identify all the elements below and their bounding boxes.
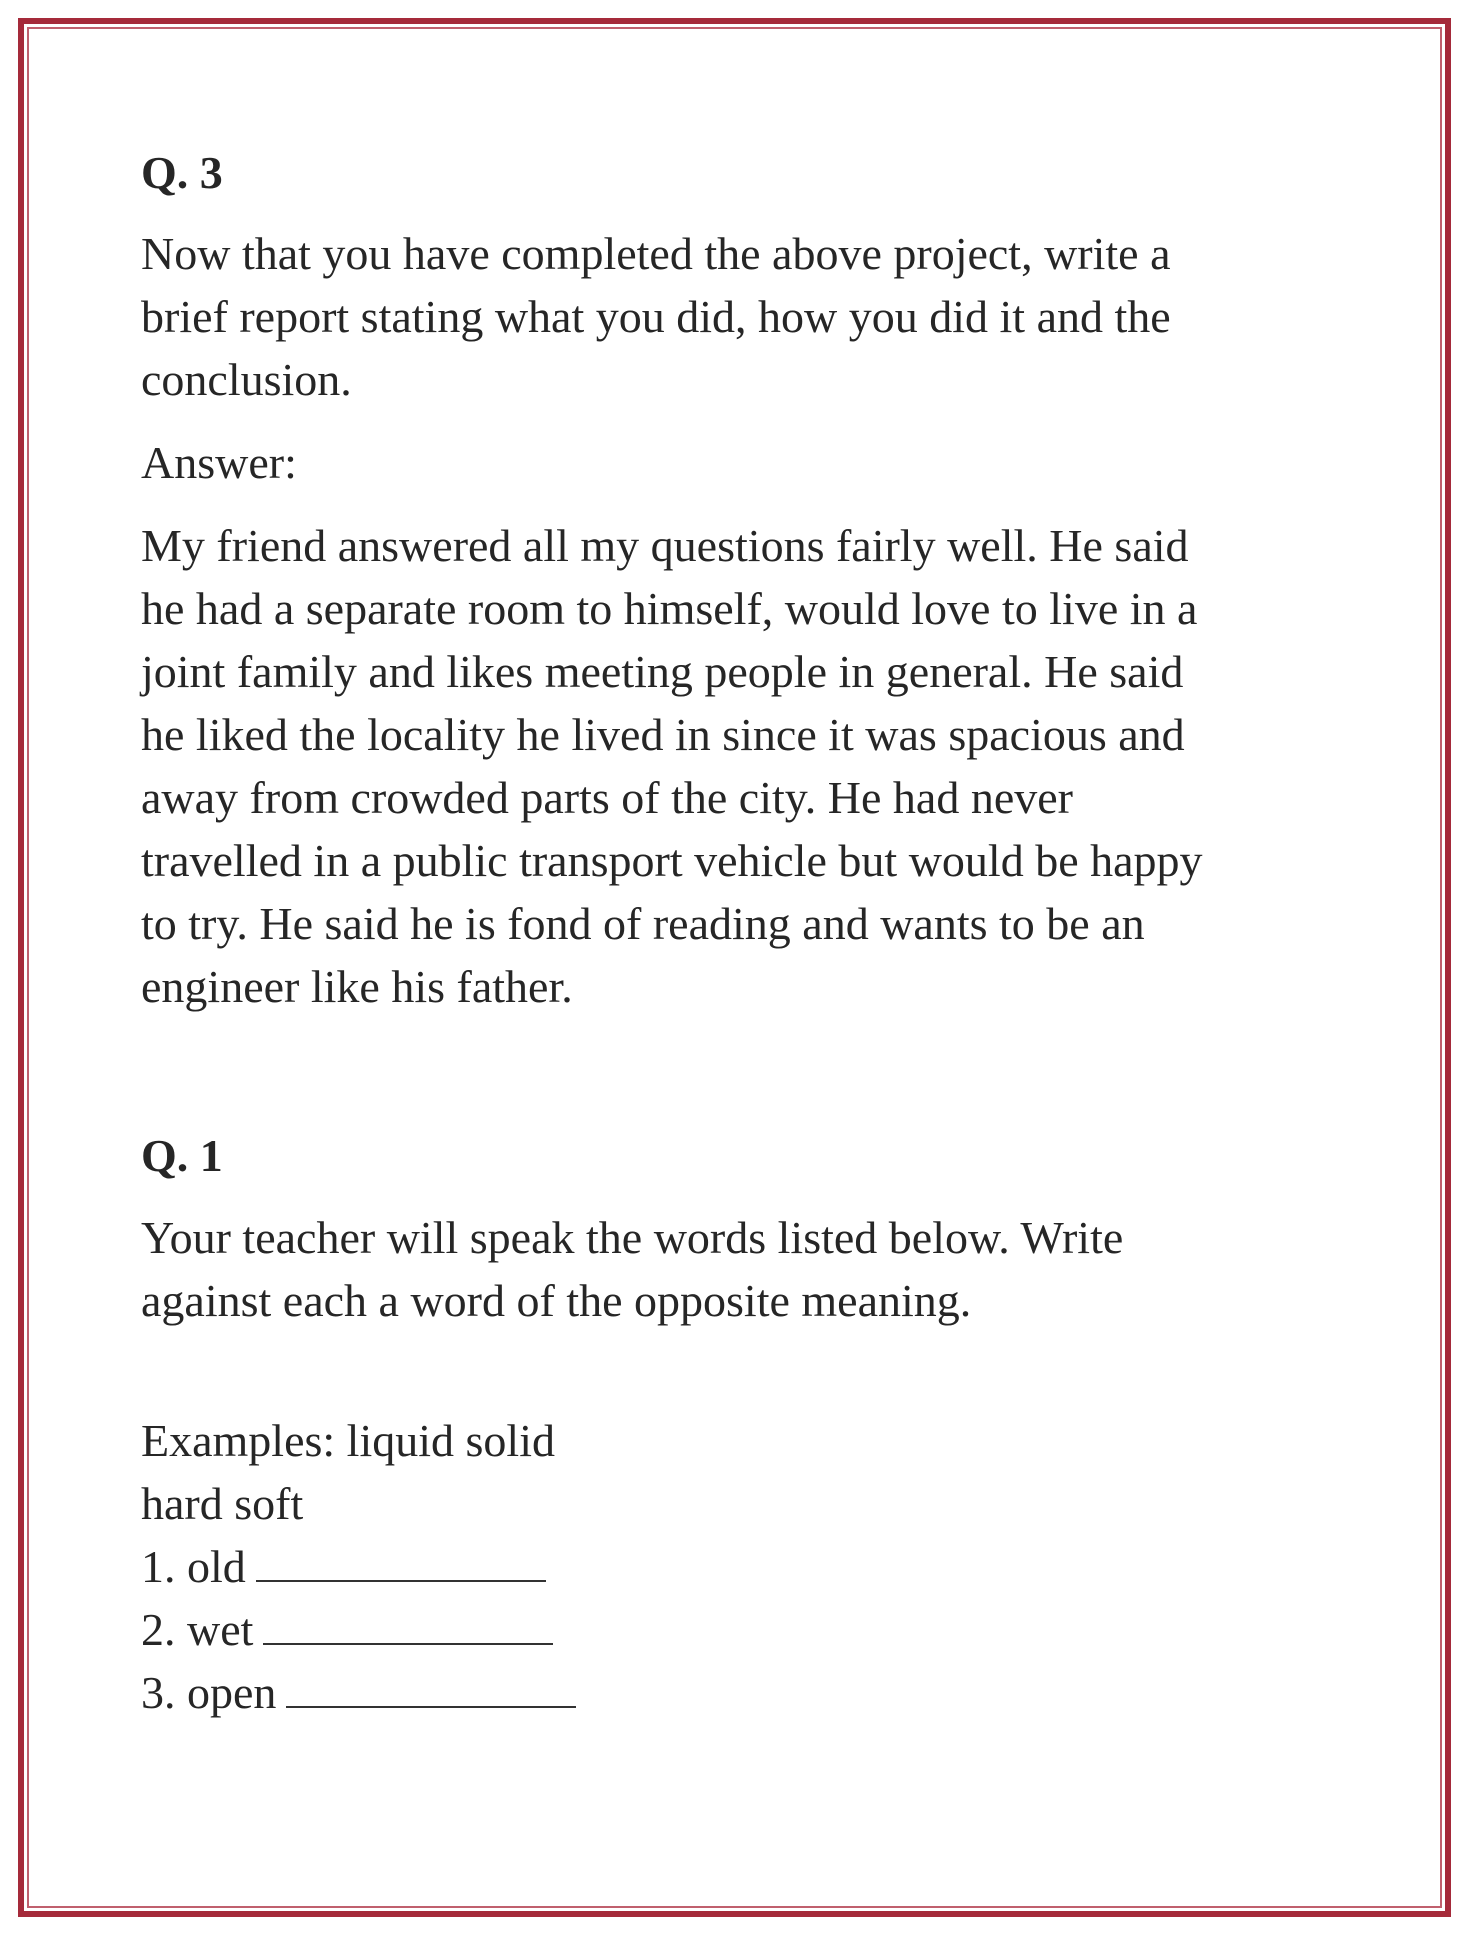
answer-blank[interactable] bbox=[256, 1540, 546, 1582]
q1-question-line: against each a word of the opposite meaning. bbox=[141, 1275, 972, 1326]
answer-blank[interactable] bbox=[286, 1666, 576, 1708]
q1-heading: Q. 1 bbox=[141, 1130, 223, 1181]
answer-line: My friend answered all my questions fairly well. He said bbox=[141, 520, 1189, 571]
answer-line: to try. He said he is fond of reading and wants to be an bbox=[141, 898, 1145, 949]
q3-question bbox=[141, 222, 1171, 411]
q3-question-line: Now that you have completed the above project, write a bbox=[141, 228, 1171, 279]
exercise-item-1 bbox=[141, 1535, 576, 1598]
item-word: 1. old bbox=[141, 1541, 246, 1592]
answer-line: he had a separate room to himself, would love to live in a bbox=[141, 583, 1198, 634]
exercise-item-3 bbox=[141, 1661, 576, 1724]
q3-question-line: brief report stating what you did, how you did it and the bbox=[141, 291, 1171, 342]
item-word: 3. open bbox=[141, 1667, 277, 1718]
example-line: hard soft bbox=[141, 1478, 304, 1529]
q3-question-line: conclusion. bbox=[141, 354, 352, 405]
answer-line: away from crowded parts of the city. He had never bbox=[141, 772, 1073, 823]
example-line: Examples: liquid solid bbox=[141, 1415, 555, 1466]
q3-answer bbox=[141, 514, 1203, 1018]
item-word: 2. wet bbox=[141, 1604, 254, 1655]
answer-line: engineer like his father. bbox=[141, 961, 573, 1012]
answer-blank[interactable] bbox=[263, 1603, 553, 1645]
q1-question-line: Your teacher will speak the words listed below. Write bbox=[141, 1212, 1124, 1263]
answer-label: Answer: bbox=[141, 437, 297, 488]
answer-line: joint family and likes meeting people in general. He said bbox=[141, 646, 1184, 697]
exercise-item-2 bbox=[141, 1598, 576, 1661]
q1-exercise bbox=[141, 1409, 576, 1724]
q1-question bbox=[141, 1206, 1123, 1332]
answer-line: travelled in a public transport vehicle but would be happy bbox=[141, 835, 1203, 886]
answer-line: he liked the locality he lived in since it was spacious and bbox=[141, 709, 1185, 760]
q3-heading: Q. 3 bbox=[141, 147, 223, 198]
